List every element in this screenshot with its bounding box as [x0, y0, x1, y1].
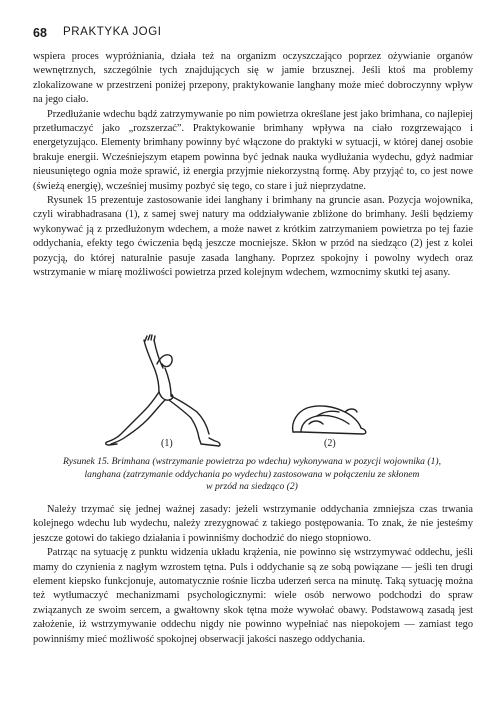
figure-label-1: (1) [161, 438, 173, 449]
running-title: PRAKTYKA JOGI [63, 26, 162, 38]
caption-line: langhana (zatrzymanie oddychania po wydechu) zastosowana w połączeniu ze skłonem [84, 468, 420, 480]
body-text-bottom [33, 503, 473, 647]
paragraph: Patrząc na sytuację z punktu widzenia układu krążenia, nie powinno się wstrzymywać oddechu, jeśli mamy do czynienia z nagłym wzrostem tętna. Puls i oddychanie są ze sobą powiązane — jeśli ten drugi element kiepsko funkcjonuje, automatycznie rośnie liczba uderzeń serca na minutę. Taką sytuację można też wytłumaczyć mechanizmami psychologicznymi: wiele osób nerwowo podchodzi do spraw związanych ze swoim sercem, a gwałtowny skok tętna może wywołać obawy. Podstawową zasadą jest założenie, iż wstrzymywanie oddechu nigdy nie powinno wypełniać nas niepokojem — zamiast tego powinniśmy mieć możliwość spokojnej obserwacji jakości naszego oddychania. [33, 547, 473, 645]
yoga-illustration [33, 334, 473, 456]
warrior-pose-figure [106, 335, 220, 446]
paragraph: wspiera proces wypróżniania, działa też na organizm oczyszczająco poprzez ożywianie organów wewnętrznych, szczególnie tych znajdujących się w jamie brzusznej. Jeśli ktoś ma problemy zlokalizowane w przestrzeni poniżej przepony, praktykowanie langhany może mieć dobroczynny wpływ na jego ciało. [33, 51, 473, 106]
figure-15 [33, 334, 473, 456]
caption-line: w przód na siedząco (2) [206, 481, 298, 492]
seated-forward-bend-figure [293, 406, 366, 434]
figure-label-2: (2) [324, 438, 336, 449]
paragraph: Rysunek 15 prezentuje zastosowanie idei langhany i brimhany na gruncie asan. Pozycja wojownika, czyli wirabhadrasana (1), z samej swej natury ma oddziaływanie zbliżone do brimhany. Jeśli będziemy wykonywać ją z przedłużonym wdechem, a może nawet z krótkim zatrzymaniem powietrza po tej fazie oddychania, efekty tego ćwiczenia będą jeszcze mocniejsze. Skłon w przód na siedząco (2) jest z kolei pozycją, do której naturalnie pasuje zasada langhany. Poprzez spokojny i powolny wydech oraz wstrzymanie w miarę możliwości powietrza przed kolejnym wdechem, wzmocnimy skutki tej asany. [33, 195, 473, 279]
figure-caption [40, 456, 464, 494]
page-number: 68 [33, 26, 47, 40]
page-header [33, 26, 473, 42]
body-text-top [33, 50, 473, 281]
caption-line: Rysunek 15. Brimhana (wstrzymanie powietrza po wdechu) wykonywana w pozycji wojownika (1), [63, 456, 441, 467]
paragraph: Przedłużanie wdechu bądź zatrzymywanie po nim powietrza określane jest jako brimhana, co najlepiej przetłumaczyć jako „rozszerzać”. Praktykowanie brimhany wpływa na ciało rozgrzewająco i energetyzująco. Elementy brimhany powinny być włączone do praktyki w sytuacji, w której danej osobie brakuje energii. Wcześniejszym etapem powinna być jednak nauka wydłużania wydechu, gdyż nadmiar nieusuniętego ognia może sprawić, iż energia przyjmie niekorzystną formę. Aby przyjąć to, co jest nowe (świeżą energię), wcześniej musimy pozbyć się tego, co stare i już nieprzydatne. [33, 108, 473, 192]
paragraph: Należy trzymać się jednej ważnej zasady: jeżeli wstrzymanie oddychania zmniejsza czas trwania kolejnego wdechu lub wydechu, należy zrezygnować z takiego postępowania. To znak, że nie jesteśmy jeszcze gotowi do takiego działania i powinniśmy dochodzić do niego stopniowo. [33, 504, 473, 544]
